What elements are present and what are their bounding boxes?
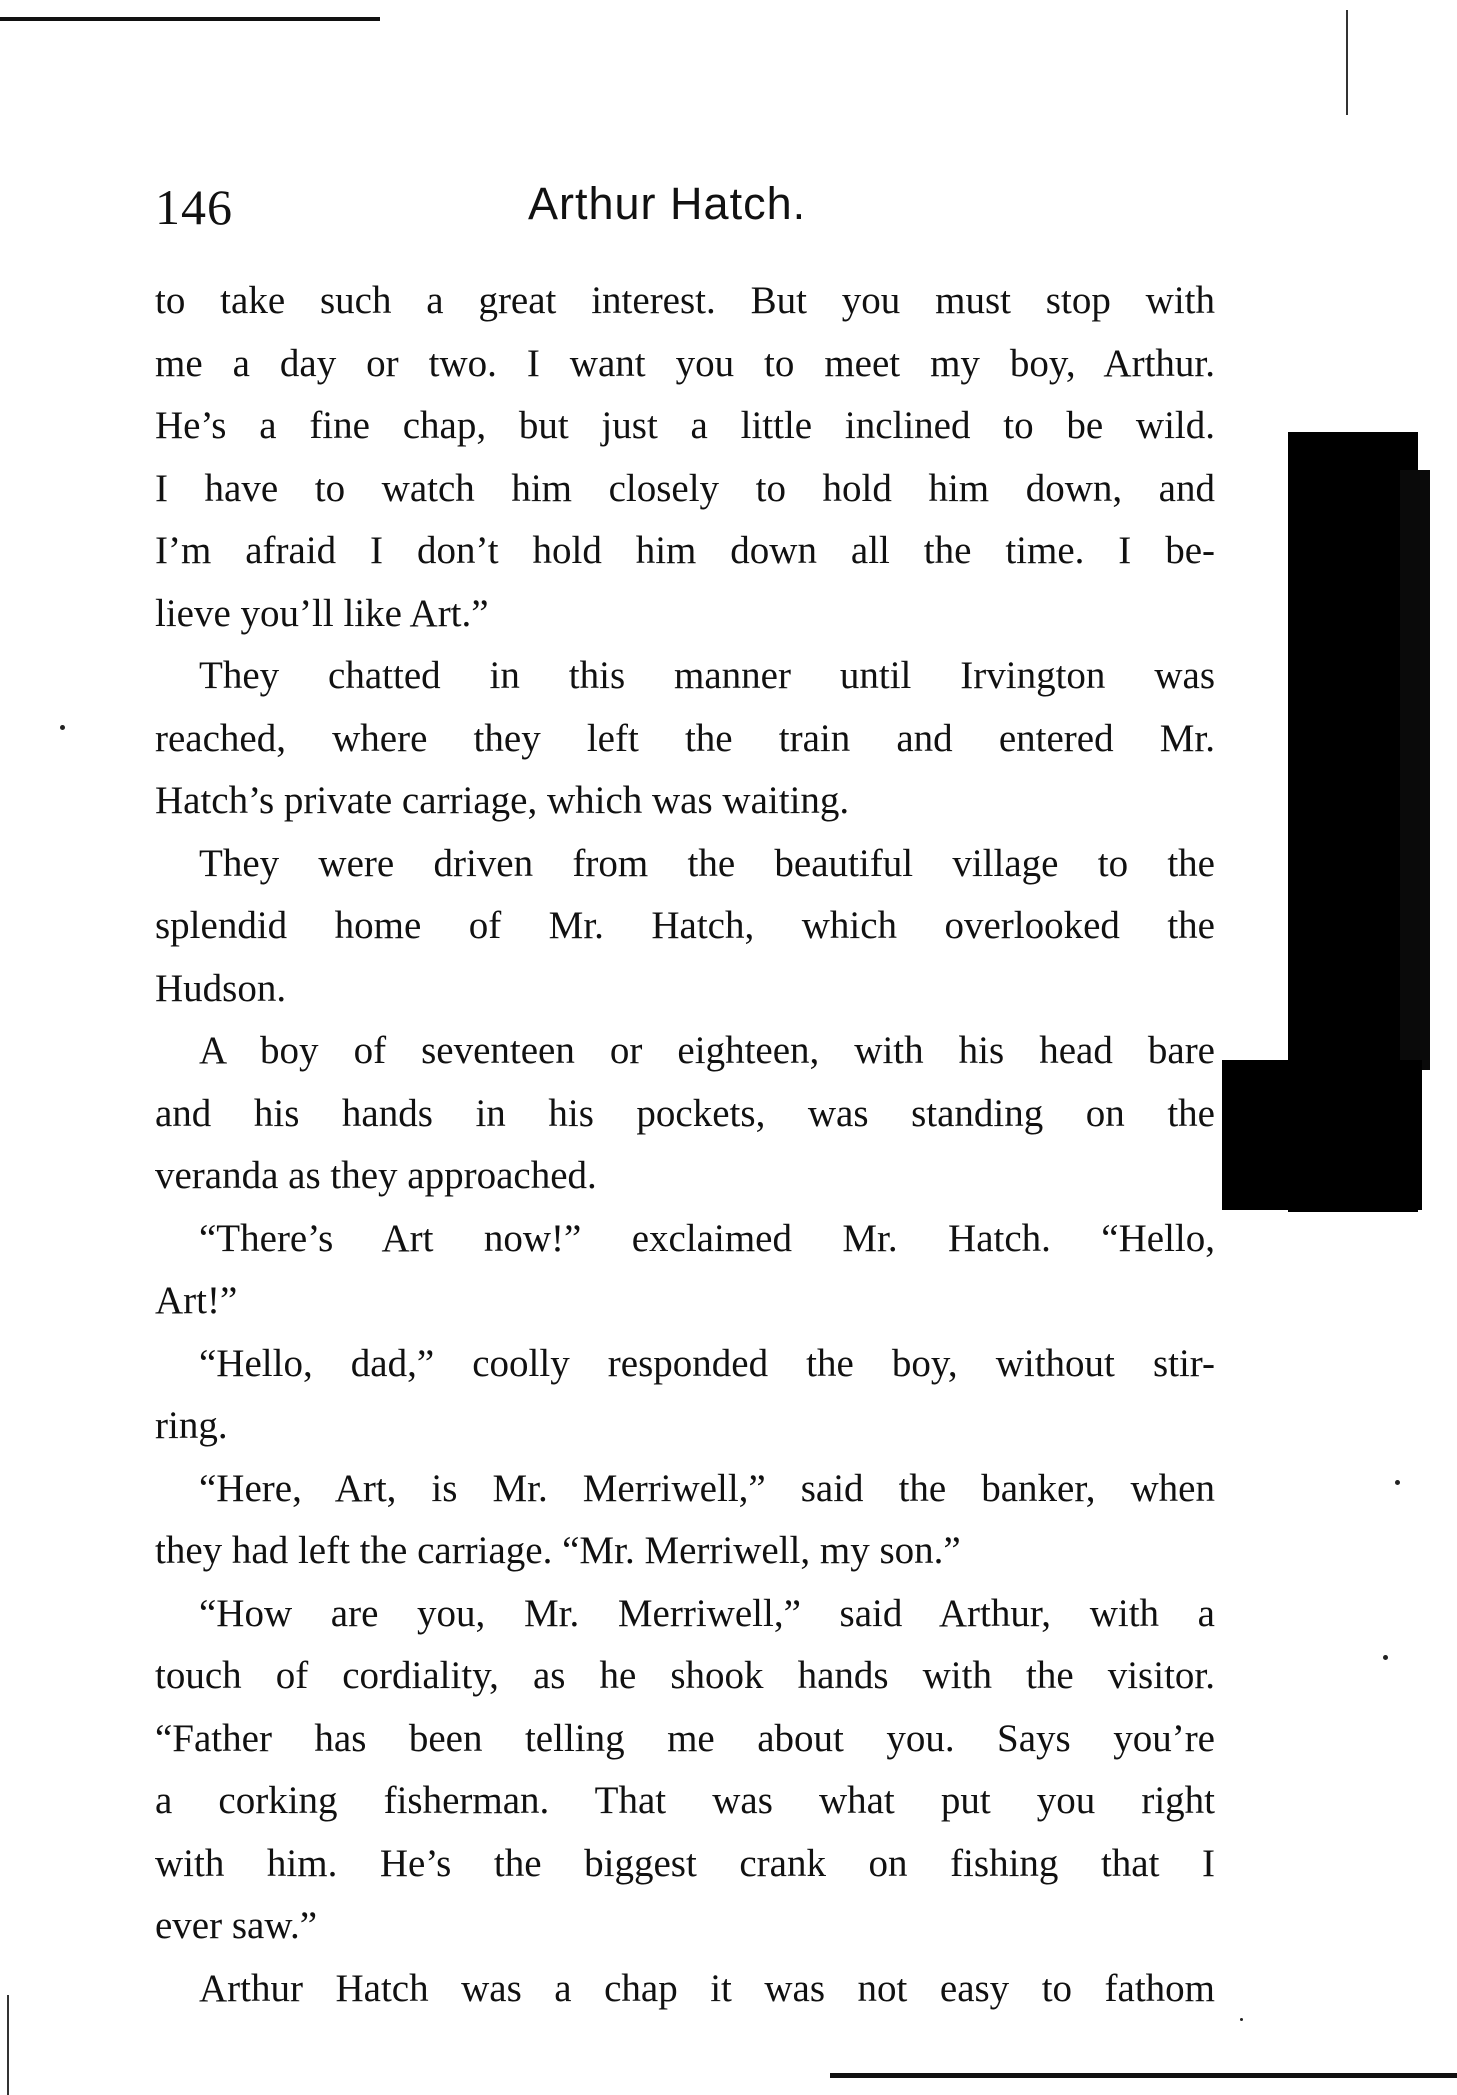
text-line: I have to watch him closely to hold him down, and xyxy=(155,466,1215,510)
scan-shadow-strip xyxy=(1400,470,1430,1070)
text-line: they had left the carriage. “Mr. Merriwell, my son.” xyxy=(155,1529,961,1572)
text-line: lieve you’ll like Art.” xyxy=(155,591,489,635)
text-line: to take such a great interest. But you must stop with xyxy=(155,279,1215,322)
text-line: touch of cordiality, as he shook hands with the visitor. xyxy=(155,1654,1215,1697)
text-line: A boy of seventeen or eighteen, with his head bare xyxy=(199,1029,1215,1072)
text-line: “Father has been telling me about you. Says you’re xyxy=(155,1716,1215,1760)
text-line: Art!” xyxy=(155,1279,238,1322)
scan-speck xyxy=(1240,2018,1243,2021)
text-line: He’s a fine chap, but just a little inclined to be wild. xyxy=(155,404,1215,447)
top-edge-rule xyxy=(0,17,380,21)
text-line: with him. He’s the biggest crank on fishing that I xyxy=(155,1841,1215,1885)
text-line: reached, where they left the train and entered Mr. xyxy=(155,716,1215,760)
text-line: “Hello, dad,” coolly responded the boy, without stir- xyxy=(199,1341,1215,1385)
running-head: Arthur Hatch. xyxy=(528,178,807,229)
scan-speck xyxy=(1383,1655,1388,1660)
text-line: me a day or two. I want you to meet my boy, Arthur. xyxy=(155,341,1215,385)
text-line: a corking fisherman. That was what put you right xyxy=(155,1779,1215,1822)
text-line: ever saw.” xyxy=(155,1904,318,1947)
page-edge-mark xyxy=(1346,10,1348,115)
text-line: and his hands in his pockets, was standing on the xyxy=(155,1091,1215,1135)
scan-speck xyxy=(1395,1480,1400,1485)
text-line: They chatted in this manner until Irvington was xyxy=(199,654,1215,697)
text-line: They were driven from the beautiful village to the xyxy=(199,841,1215,885)
text-line: Hatch’s private carriage, which was waiting. xyxy=(155,779,850,822)
page-header xyxy=(155,178,1215,238)
text-line: Hudson. xyxy=(155,966,287,1010)
text-line: I’m afraid I don’t hold him down all the time. I be- xyxy=(155,529,1215,572)
text-line: veranda as they approached. xyxy=(155,1154,597,1197)
scan-shadow-block xyxy=(1222,1060,1422,1210)
text-line: “How are you, Mr. Merriwell,” said Arthur, with a xyxy=(199,1591,1215,1635)
scan-speck xyxy=(60,725,65,730)
page-number: 146 xyxy=(155,179,233,235)
text-line: ring. xyxy=(155,1404,228,1447)
text-line: splendid home of Mr. Hatch, which overlooked the xyxy=(155,904,1215,947)
bottom-edge-rule xyxy=(830,2073,1457,2078)
text-line: Arthur Hatch was a chap it was not easy to fathom xyxy=(199,1966,1215,2010)
text-line: “Here, Art, is Mr. Merriwell,” said the banker, when xyxy=(199,1466,1215,1510)
body-text xyxy=(155,270,1215,2020)
text-line: “There’s Art now!” exclaimed Mr. Hatch. “Hello, xyxy=(199,1216,1215,1260)
left-edge-mark xyxy=(7,1995,9,2095)
